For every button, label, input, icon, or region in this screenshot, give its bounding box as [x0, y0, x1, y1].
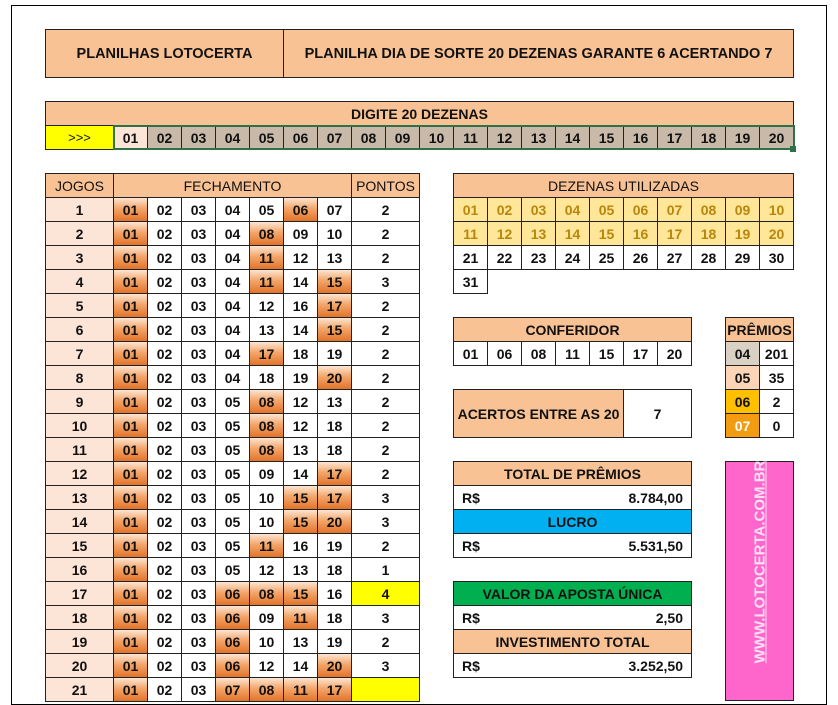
game-number-cell: 03: [181, 269, 216, 294]
game-number-cell: 01: [113, 629, 148, 654]
dezena-cell: 06: [623, 197, 658, 222]
game-number-cell: 04: [215, 197, 250, 222]
conferidor-input-cell[interactable]: 20: [657, 341, 692, 366]
game-number-cell: 02: [147, 365, 182, 390]
pontos-cell: [351, 677, 420, 702]
game-number-cell: 08: [249, 413, 284, 438]
game-number-cell: 06: [215, 605, 250, 630]
dezena-cell: 12: [487, 221, 522, 246]
game-number-cell: 14: [283, 653, 318, 678]
fill-handle[interactable]: [790, 146, 796, 152]
conferidor-input-cell[interactable]: 08: [521, 341, 556, 366]
pontos-cell: 3: [351, 485, 420, 510]
game-number-cell: 18: [317, 413, 352, 438]
pontos-cell: 3: [351, 509, 420, 534]
jogo-number: 11: [45, 437, 114, 462]
website-link[interactable]: WWW.LOTOCERTA.COM.BR: [751, 460, 768, 664]
game-number-cell: 05: [215, 461, 250, 486]
game-number-cell: 19: [317, 533, 352, 558]
game-number-cell: 15: [283, 509, 318, 534]
acertos-value[interactable]: 7: [623, 389, 692, 438]
game-number-cell: 02: [147, 533, 182, 558]
game-number-cell: 07: [215, 677, 250, 702]
game-number-cell: 01: [113, 509, 148, 534]
game-number-cell: 03: [181, 389, 216, 414]
dezena-cell: 18: [691, 221, 726, 246]
dezena-cell: 05: [589, 197, 624, 222]
conferidor-input-cell[interactable]: 01: [453, 341, 488, 366]
game-number-cell: 03: [181, 197, 216, 222]
game-number-cell: 11: [283, 677, 318, 702]
dezena-cell: 02: [487, 197, 522, 222]
dezena-cell: 09: [725, 197, 760, 222]
jogo-number: 4: [45, 269, 114, 294]
premio-quantidade: 35: [759, 365, 794, 390]
dezena-cell: 29: [725, 245, 760, 270]
jogo-number: 19: [45, 629, 114, 654]
input-number-cell[interactable]: 09: [385, 125, 420, 150]
pontos-cell: 2: [351, 629, 420, 654]
game-number-cell: 20: [317, 509, 352, 534]
game-number-cell: 06: [215, 581, 250, 606]
game-number-cell: 01: [113, 293, 148, 318]
game-number-cell: 12: [249, 557, 284, 582]
valor-aposta-value[interactable]: 2,50: [655, 609, 683, 626]
jogos-header: JOGOS: [45, 173, 114, 198]
game-number-cell: 03: [181, 413, 216, 438]
dezena-cell: 20: [759, 221, 794, 246]
game-number-cell: 02: [147, 317, 182, 342]
game-number-cell: 05: [215, 533, 250, 558]
valor-aposta-row: [453, 605, 692, 630]
input-number-cell[interactable]: 10: [419, 125, 454, 150]
game-number-cell: 04: [215, 245, 250, 270]
dezena-cell: 14: [555, 221, 590, 246]
game-number-cell: 15: [317, 269, 352, 294]
dezena-cell: 15: [589, 221, 624, 246]
game-number-cell: 13: [283, 557, 318, 582]
valor-aposta-label: VALOR DA APOSTA ÚNICA: [453, 581, 692, 606]
game-number-cell: 06: [283, 197, 318, 222]
game-number-cell: 05: [249, 197, 284, 222]
jogo-number: 2: [45, 221, 114, 246]
game-number-cell: 02: [147, 197, 182, 222]
pontos-cell: 3: [351, 605, 420, 630]
game-number-cell: 13: [249, 317, 284, 342]
input-number-cell[interactable]: 20: [759, 125, 794, 150]
pontos-cell: 2: [351, 341, 420, 366]
premio-quantidade: 2: [759, 389, 794, 414]
game-number-cell: 04: [215, 317, 250, 342]
game-number-cell: 03: [181, 533, 216, 558]
pontos-cell: 1: [351, 557, 420, 582]
lucro-row: [453, 533, 692, 558]
jogo-number: 1: [45, 197, 114, 222]
game-number-cell: 17: [317, 485, 352, 510]
dezena-cell: 11: [453, 221, 488, 246]
input-number-cell[interactable]: 01: [113, 125, 148, 150]
game-number-cell: 02: [147, 677, 182, 702]
game-number-cell: 09: [249, 461, 284, 486]
dezena-cell: 26: [623, 245, 658, 270]
jogo-number: 3: [45, 245, 114, 270]
input-number-cell[interactable]: 15: [589, 125, 624, 150]
input-number-cell[interactable]: 11: [453, 125, 488, 150]
game-number-cell: 10: [249, 629, 284, 654]
game-number-cell: 02: [147, 581, 182, 606]
game-number-cell: 01: [113, 557, 148, 582]
game-number-cell: 01: [113, 653, 148, 678]
jogo-number: 14: [45, 509, 114, 534]
game-number-cell: 04: [215, 365, 250, 390]
input-number-cell[interactable]: 12: [487, 125, 522, 150]
game-number-cell: 03: [181, 485, 216, 510]
game-number-cell: 03: [181, 557, 216, 582]
game-number-cell: 15: [283, 485, 318, 510]
game-number-cell: 02: [147, 605, 182, 630]
conferidor-title: CONFERIDOR: [453, 317, 692, 342]
input-number-cell[interactable]: 07: [317, 125, 352, 150]
jogo-number: 9: [45, 389, 114, 414]
currency-symbol: R$: [462, 609, 480, 626]
game-number-cell: 02: [147, 629, 182, 654]
game-number-cell: 15: [283, 581, 318, 606]
game-number-cell: 15: [317, 317, 352, 342]
dezena-cell: 10: [759, 197, 794, 222]
game-number-cell: 03: [181, 461, 216, 486]
premios-title: PRÊMIOS: [725, 317, 794, 342]
game-number-cell: 01: [113, 581, 148, 606]
game-number-cell: 12: [249, 293, 284, 318]
game-number-cell: 03: [181, 245, 216, 270]
game-number-cell: 20: [317, 653, 352, 678]
game-number-cell: 13: [317, 245, 352, 270]
game-number-cell: 13: [283, 437, 318, 462]
game-number-cell: 20: [317, 365, 352, 390]
game-number-cell: 05: [215, 389, 250, 414]
dezena-cell: 17: [657, 221, 692, 246]
input-number-cell[interactable]: 16: [623, 125, 658, 150]
game-number-cell: 01: [113, 197, 148, 222]
currency-symbol: R$: [462, 657, 480, 674]
dezena-cell: 31: [453, 269, 488, 294]
game-number-cell: 01: [113, 317, 148, 342]
pontos-cell: 3: [351, 269, 420, 294]
game-number-cell: 03: [181, 677, 216, 702]
game-number-cell: 01: [113, 677, 148, 702]
game-number-cell: 01: [113, 461, 148, 486]
game-number-cell: 14: [283, 461, 318, 486]
input-section-title: DIGITE 20 DEZENAS: [45, 101, 794, 126]
fechamento-header: FECHAMENTO: [113, 173, 352, 198]
input-number-cell[interactable]: 03: [181, 125, 216, 150]
input-number-cell[interactable]: 06: [283, 125, 318, 150]
pontos-cell: 2: [351, 413, 420, 438]
conferidor-input-cell[interactable]: 17: [623, 341, 658, 366]
game-number-cell: 14: [283, 317, 318, 342]
jogo-number: 8: [45, 365, 114, 390]
game-number-cell: 17: [317, 461, 352, 486]
jogo-number: 5: [45, 293, 114, 318]
currency-symbol: R$: [462, 537, 480, 554]
game-number-cell: 04: [215, 293, 250, 318]
input-number-cell[interactable]: 05: [249, 125, 284, 150]
game-number-cell: 05: [215, 557, 250, 582]
jogo-number: 12: [45, 461, 114, 486]
dezena-cell: 23: [521, 245, 556, 270]
premio-quantidade: 0: [759, 413, 794, 438]
game-number-cell: 05: [215, 485, 250, 510]
game-number-cell: 03: [181, 221, 216, 246]
game-number-cell: 18: [249, 365, 284, 390]
game-number-cell: 08: [249, 677, 284, 702]
game-number-cell: 19: [317, 341, 352, 366]
dezenas-utilizadas-title: DEZENAS UTILIZADAS: [453, 173, 794, 198]
dezena-cell: 01: [453, 197, 488, 222]
game-number-cell: 19: [317, 629, 352, 654]
game-number-cell: 08: [249, 221, 284, 246]
input-number-cell[interactable]: 08: [351, 125, 386, 150]
game-number-cell: 13: [283, 629, 318, 654]
game-number-cell: 12: [249, 653, 284, 678]
game-number-cell: 03: [181, 509, 216, 534]
dezena-cell: 28: [691, 245, 726, 270]
game-number-cell: 02: [147, 245, 182, 270]
game-number-cell: 02: [147, 221, 182, 246]
game-number-cell: 06: [215, 629, 250, 654]
game-number-cell: 02: [147, 437, 182, 462]
pontos-cell: 2: [351, 437, 420, 462]
game-number-cell: 11: [249, 245, 284, 270]
pontos-cell: 3: [351, 653, 420, 678]
game-number-cell: 16: [283, 533, 318, 558]
game-number-cell: 09: [283, 221, 318, 246]
game-number-cell: 12: [283, 413, 318, 438]
game-number-cell: 18: [317, 605, 352, 630]
game-number-cell: 02: [147, 341, 182, 366]
conferidor-input-cell[interactable]: 11: [555, 341, 590, 366]
total-premios-label: TOTAL DE PRÊMIOS: [453, 461, 692, 486]
jogo-number: 13: [45, 485, 114, 510]
game-number-cell: 03: [181, 341, 216, 366]
game-number-cell: 01: [113, 221, 148, 246]
dezena-cell: 13: [521, 221, 556, 246]
game-number-cell: 01: [113, 413, 148, 438]
total-premios-value: 8.784,00: [628, 489, 683, 506]
dezena-cell: 16: [623, 221, 658, 246]
game-number-cell: 03: [181, 653, 216, 678]
jogo-number: 16: [45, 557, 114, 582]
game-number-cell: 05: [215, 509, 250, 534]
game-number-cell: 01: [113, 437, 148, 462]
website-banner[interactable]: [725, 461, 794, 701]
pontos-cell: 2: [351, 317, 420, 342]
game-number-cell: 03: [181, 605, 216, 630]
game-number-cell: 01: [113, 341, 148, 366]
game-number-cell: 02: [147, 461, 182, 486]
acertos-label: ACERTOS ENTRE AS 20: [453, 389, 624, 438]
dezena-cell: 19: [725, 221, 760, 246]
game-number-cell: 02: [147, 557, 182, 582]
dezena-cell: 08: [691, 197, 726, 222]
game-number-cell: 08: [249, 389, 284, 414]
game-number-cell: 17: [317, 677, 352, 702]
game-number-cell: 03: [181, 317, 216, 342]
jogo-number: 18: [45, 605, 114, 630]
pontos-cell: 2: [351, 365, 420, 390]
game-number-cell: 03: [181, 581, 216, 606]
jogo-number: 21: [45, 677, 114, 702]
game-number-cell: 11: [283, 605, 318, 630]
game-number-cell: 07: [317, 197, 352, 222]
brand-title: PLANILHAS LOTOCERTA: [45, 29, 284, 78]
game-number-cell: 02: [147, 653, 182, 678]
game-number-cell: 01: [113, 485, 148, 510]
dezena-cell: 24: [555, 245, 590, 270]
game-number-cell: 02: [147, 293, 182, 318]
conferidor-input-cell[interactable]: 15: [589, 341, 624, 366]
total-premios-row: [453, 485, 692, 510]
game-number-cell: 17: [249, 341, 284, 366]
game-number-cell: 05: [215, 437, 250, 462]
game-number-cell: 11: [249, 533, 284, 558]
dezena-cell: 07: [657, 197, 692, 222]
game-number-cell: 14: [283, 269, 318, 294]
arrow-indicator: >>>: [45, 125, 114, 150]
pontos-cell: 4: [351, 581, 420, 606]
game-number-cell: 02: [147, 509, 182, 534]
sheet-title: PLANILHA DIA DE SORTE 20 DEZENAS GARANTE 6 ACERTANDO 7: [283, 29, 794, 78]
game-number-cell: 19: [283, 365, 318, 390]
conferidor-input-cell[interactable]: 06: [487, 341, 522, 366]
game-number-cell: 03: [181, 629, 216, 654]
game-number-cell: 10: [249, 485, 284, 510]
premio-faixa: 07: [725, 413, 760, 438]
dezena-cell: 25: [589, 245, 624, 270]
game-number-cell: 12: [283, 389, 318, 414]
investimento-value: 3.252,50: [628, 657, 683, 674]
pontos-cell: 2: [351, 533, 420, 558]
pontos-header: PONTOS: [351, 173, 420, 198]
game-number-cell: 02: [147, 269, 182, 294]
premio-faixa: 06: [725, 389, 760, 414]
game-number-cell: 03: [181, 293, 216, 318]
input-number-cell[interactable]: 02: [147, 125, 182, 150]
pontos-cell: 2: [351, 293, 420, 318]
dezena-cell: 30: [759, 245, 794, 270]
game-number-cell: 02: [147, 485, 182, 510]
input-number-cell[interactable]: 14: [555, 125, 590, 150]
pontos-cell: 2: [351, 389, 420, 414]
game-number-cell: 06: [215, 653, 250, 678]
game-number-cell: 05: [215, 413, 250, 438]
dezena-cell: 22: [487, 245, 522, 270]
game-number-cell: 01: [113, 533, 148, 558]
currency-symbol: R$: [462, 489, 480, 506]
lucro-label: LUCRO: [453, 509, 692, 534]
dezena-cell: 21: [453, 245, 488, 270]
game-number-cell: 18: [283, 341, 318, 366]
game-number-cell: 18: [317, 437, 352, 462]
game-number-cell: 02: [147, 413, 182, 438]
game-number-cell: 04: [215, 341, 250, 366]
premio-faixa: 05: [725, 365, 760, 390]
input-number-cell[interactable]: 18: [691, 125, 726, 150]
game-number-cell: 17: [317, 293, 352, 318]
lucro-value: 5.531,50: [628, 537, 683, 554]
game-number-cell: 01: [113, 365, 148, 390]
input-number-cell[interactable]: 04: [215, 125, 250, 150]
game-number-cell: 04: [215, 221, 250, 246]
game-number-cell: 01: [113, 245, 148, 270]
game-number-cell: 08: [249, 437, 284, 462]
dezena-cell: 04: [555, 197, 590, 222]
premio-faixa: 04: [725, 341, 760, 366]
game-number-cell: 03: [181, 437, 216, 462]
game-number-cell: 13: [317, 389, 352, 414]
game-number-cell: 01: [113, 269, 148, 294]
input-number-cell[interactable]: 17: [657, 125, 692, 150]
game-number-cell: 16: [283, 293, 318, 318]
jogo-number: 6: [45, 317, 114, 342]
dezena-cell: 27: [657, 245, 692, 270]
game-number-cell: 10: [317, 221, 352, 246]
pontos-cell: 2: [351, 245, 420, 270]
premio-quantidade: 201: [759, 341, 794, 366]
jogo-number: 17: [45, 581, 114, 606]
investimento-label: INVESTIMENTO TOTAL: [453, 629, 692, 654]
pontos-cell: 2: [351, 461, 420, 486]
pontos-cell: 2: [351, 221, 420, 246]
game-number-cell: 02: [147, 389, 182, 414]
game-number-cell: 16: [317, 581, 352, 606]
input-number-cell[interactable]: 13: [521, 125, 556, 150]
jogo-number: 15: [45, 533, 114, 558]
game-number-cell: 12: [283, 245, 318, 270]
game-number-cell: 01: [113, 605, 148, 630]
jogo-number: 20: [45, 653, 114, 678]
game-number-cell: 10: [249, 509, 284, 534]
game-number-cell: 08: [249, 581, 284, 606]
game-number-cell: 04: [215, 269, 250, 294]
pontos-cell: 2: [351, 197, 420, 222]
game-number-cell: 11: [249, 269, 284, 294]
investimento-row: [453, 653, 692, 678]
game-number-cell: 03: [181, 365, 216, 390]
jogo-number: 7: [45, 341, 114, 366]
input-number-cell[interactable]: 19: [725, 125, 760, 150]
game-number-cell: 01: [113, 389, 148, 414]
jogo-number: 10: [45, 413, 114, 438]
game-number-cell: 09: [249, 605, 284, 630]
dezena-cell: 03: [521, 197, 556, 222]
game-number-cell: 18: [317, 557, 352, 582]
